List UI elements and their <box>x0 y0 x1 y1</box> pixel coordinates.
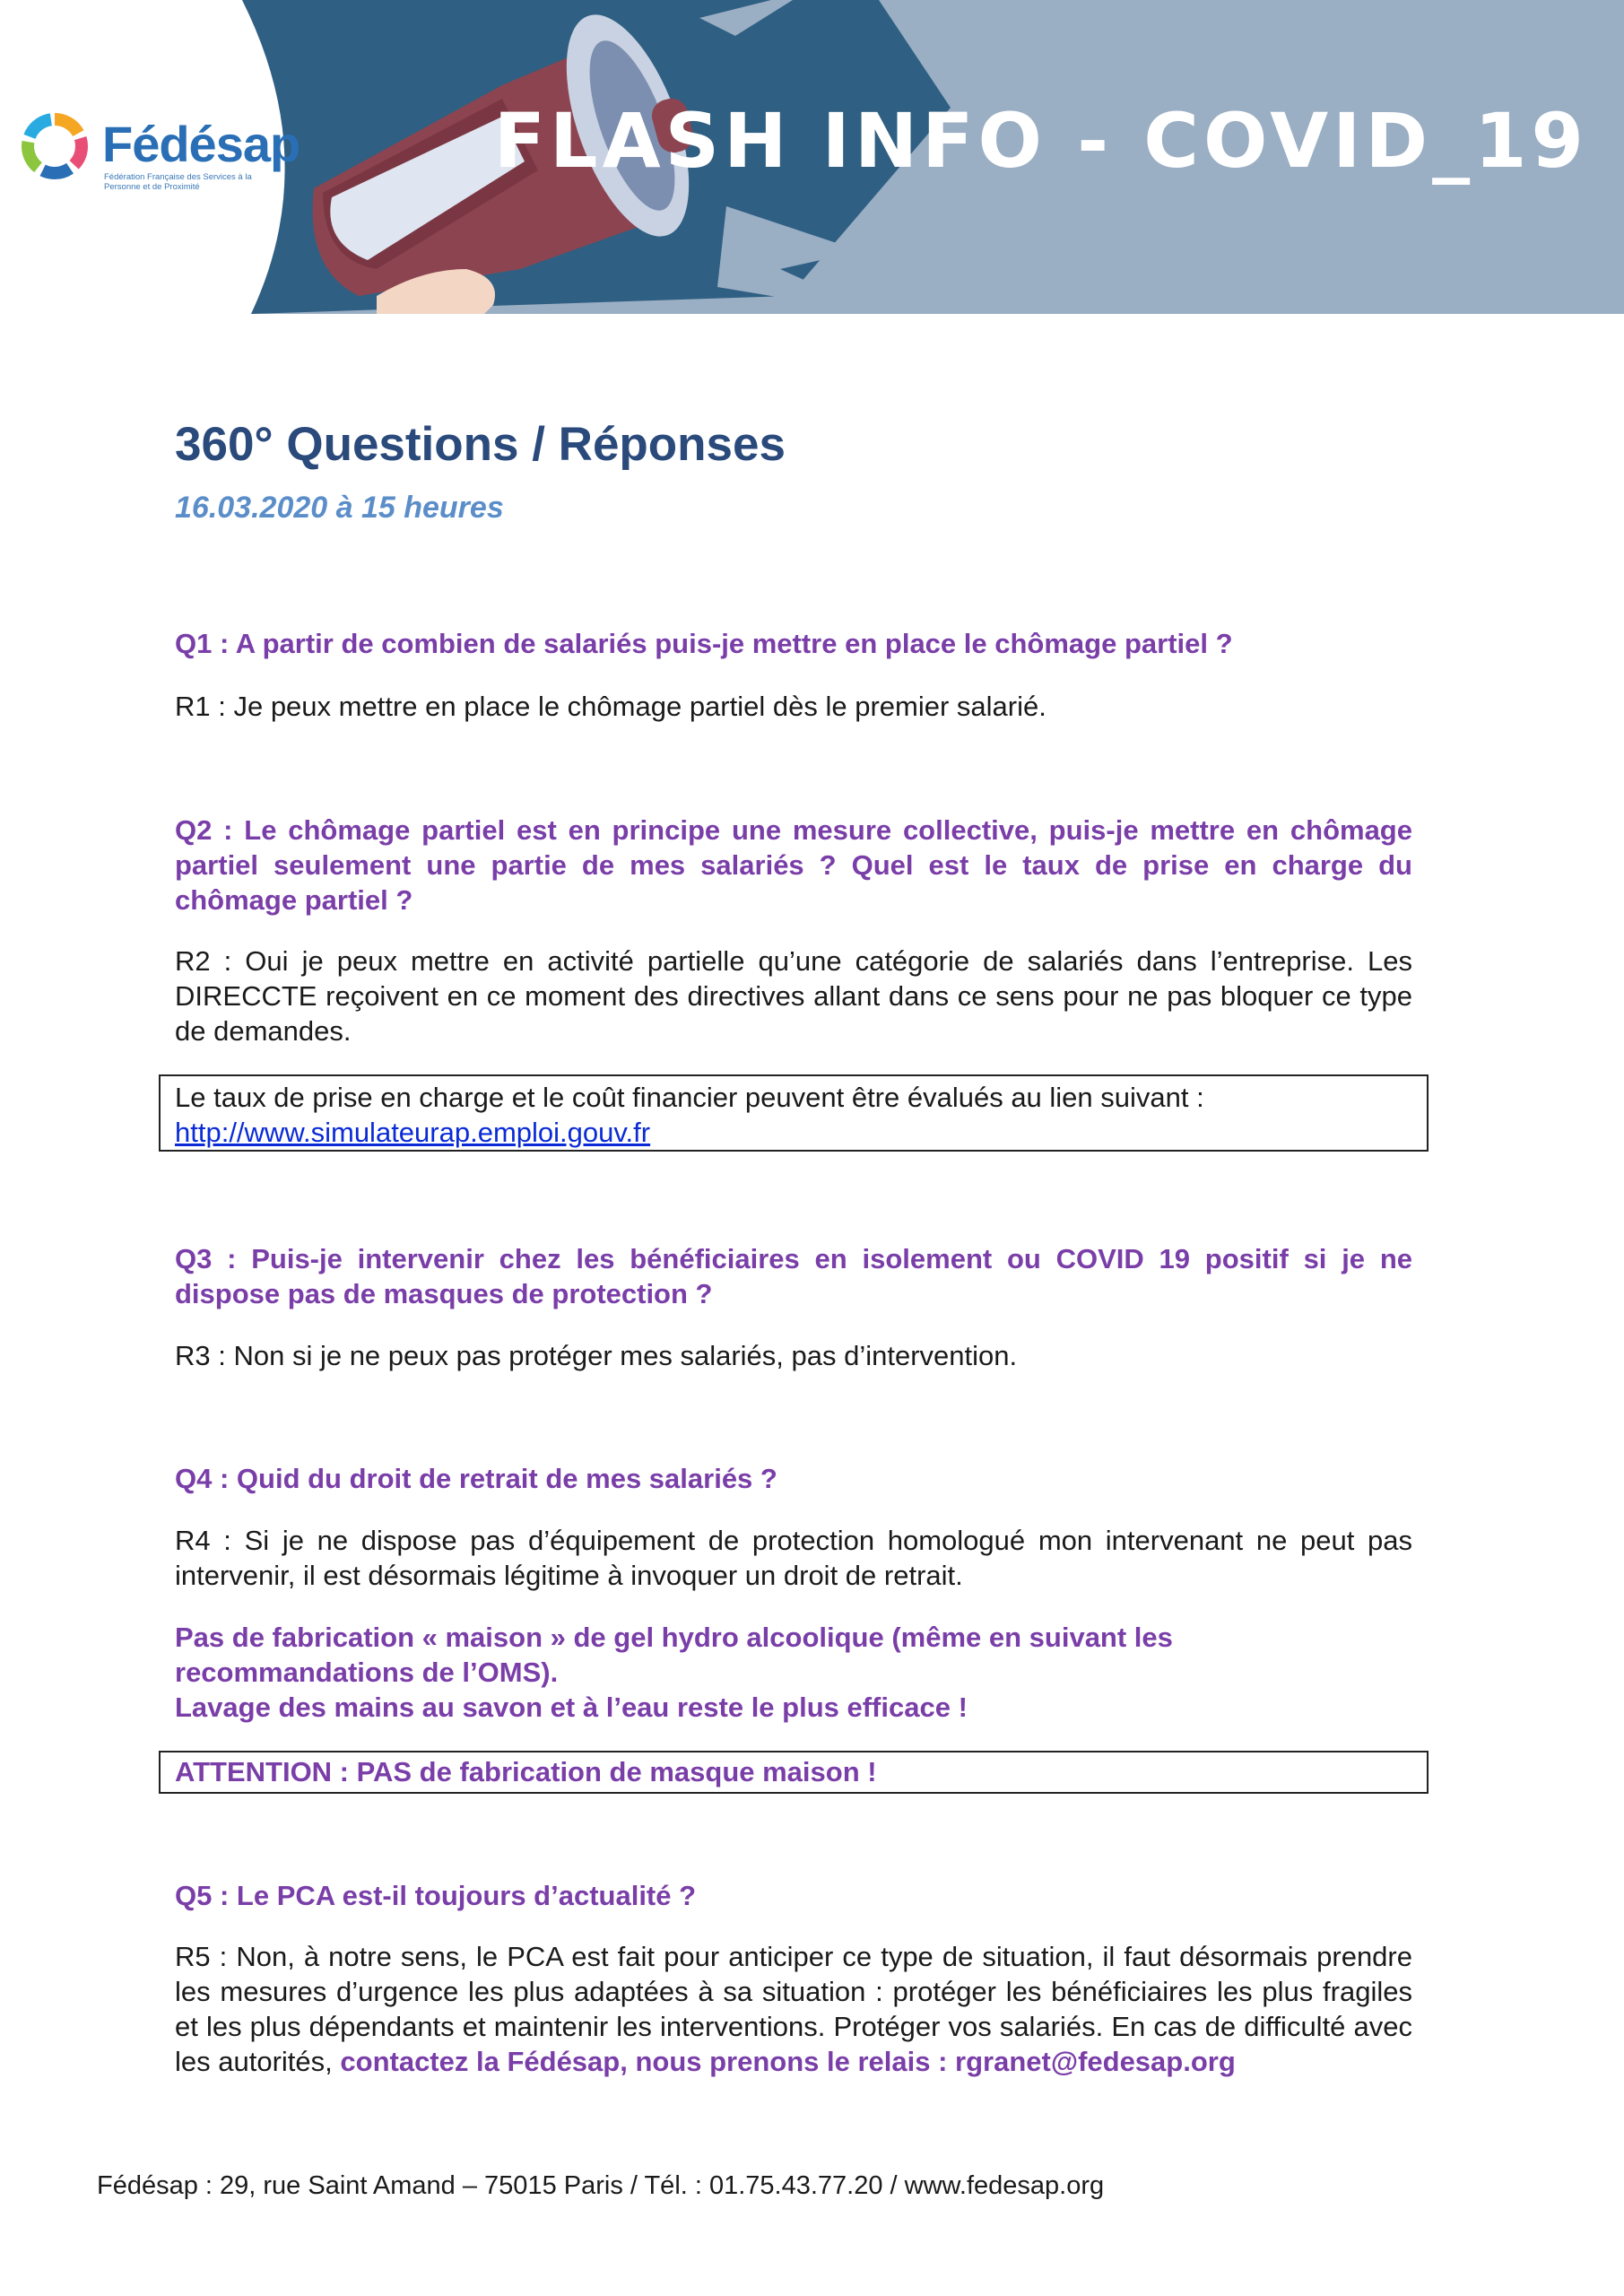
answer-2: R2 : Oui je peux mettre en activité partielle qu’une catégorie de salariés dans l’entreprise. Les DIRECCTE reçoivent en ce moment des directives allant dans ce sens pour ne pas bloquer ce type de demandes. <box>175 945 1412 1047</box>
answer-5-contact: contactez la Fédésap, nous prenons le relais : rgranet@fedesap.org <box>340 2046 1236 2077</box>
fedesap-ring-icon <box>16 108 93 185</box>
page-footer: Fédésap : 29, rue Saint Amand – 75015 Paris / Tél. : 01.75.43.77.20 / www.fedesap.org <box>97 2171 1105 2200</box>
question-5: Q5 : Le PCA est-il toujours d’actualité ? <box>175 1880 697 1911</box>
header-banner <box>0 0 1624 314</box>
simulator-link[interactable]: http://www.simulateurap.emploi.gouv.fr <box>175 1117 651 1148</box>
answer-4: R4 : Si je ne dispose pas d’équipement de protection homologué mon intervenant ne peut pas intervenir, il est désormais légitime à invoquer un droit de retrait. <box>175 1525 1412 1591</box>
info-box-text: Le taux de prise en charge et le coût financier peuvent être évalués au lien suivant : <box>175 1082 1204 1113</box>
warning-box <box>159 1751 1429 1794</box>
notice-line-2: recommandations de l’OMS). <box>175 1657 559 1688</box>
answer-1: R1 : Je peux mettre en place le chômage partiel dès le premier salarié. <box>175 691 1046 722</box>
banner-title: FLASH INFO - COVID_19 <box>493 97 1588 185</box>
answer-5-text: R5 : Non, à notre sens, le PCA est fait pour anticiper ce type de situation, il faut désormais prendre les mesures d’urgence les plus adaptées à sa situation : protéger les bénéficiaires les plus fragiles et les plus dépendants et maintenir les interventions. Protéger vos salariés. En cas de difficulté avec les autorités, <box>175 1941 1412 2077</box>
answer-5 <box>175 1939 1412 2079</box>
document-title: 360° Questions / Réponses <box>175 418 786 471</box>
notice-line-3: Lavage des mains au savon et à l’eau reste le plus efficace ! <box>175 1692 968 1723</box>
document-date: 16.03.2020 à 15 heures <box>175 491 504 525</box>
document-body <box>175 414 1412 2077</box>
hygiene-notice <box>175 1620 1412 1725</box>
fedesap-logo <box>16 108 300 197</box>
logo-tagline: Fédération Française des Services à la Personne et de Proximité <box>104 172 252 192</box>
info-box-simulator <box>159 1074 1429 1152</box>
notice-line-1: Pas de fabrication « maison » de gel hydro alcoolique (même en suivant les <box>175 1622 1173 1653</box>
logo-name: Fédésap <box>102 116 300 172</box>
question-3: Q3 : Puis-je intervenir chez les bénéficiaires en isolement ou COVID 19 positif si je ne dispose pas de masques de protection ? <box>175 1243 1412 1309</box>
question-2: Q2 : Le chômage partiel est en principe une mesure collective, puis-je mettre en chômage partiel seulement une partie de mes salariés ? Quel est le taux de prise en charge du chômage partiel ? <box>175 814 1412 916</box>
answer-3: R3 : Non si je ne peux pas protéger mes salariés, pas d’intervention. <box>175 1340 1018 1371</box>
warning-text: ATTENTION : PAS de fabrication de masque maison ! <box>175 1756 877 1787</box>
question-1: Q1 : A partir de combien de salariés puis-je mettre en place le chômage partiel ? <box>175 628 1233 659</box>
question-4: Q4 : Quid du droit de retrait de mes salariés ? <box>175 1463 777 1494</box>
